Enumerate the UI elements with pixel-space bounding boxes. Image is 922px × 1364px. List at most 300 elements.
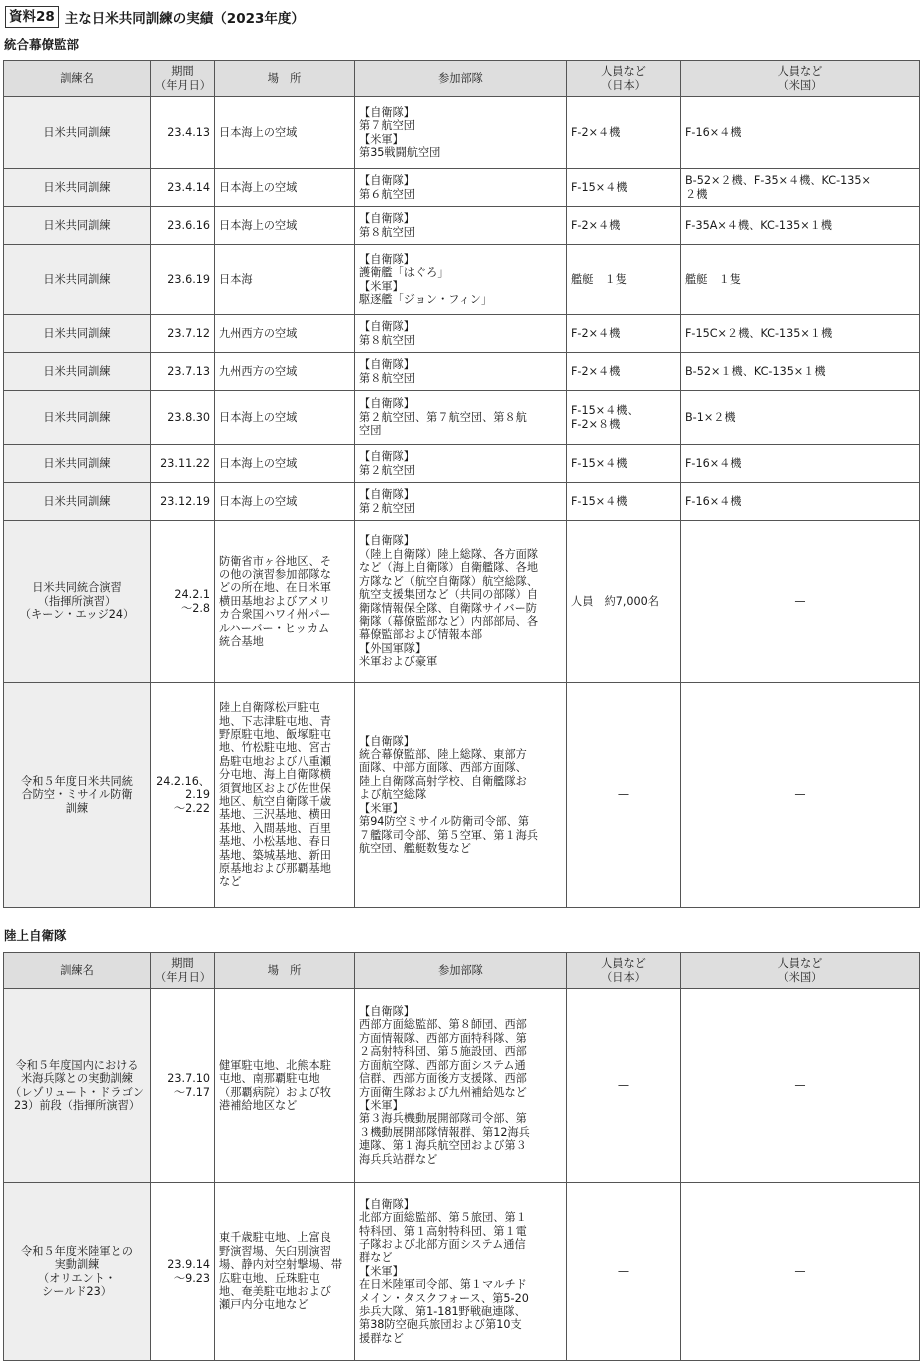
participating-units-line: 特科団、第１高射特科団、第１電 — [359, 1224, 527, 1238]
participating-units-line: 【米軍】 — [359, 132, 404, 146]
training-name-cell — [4, 391, 151, 445]
participating-units-line: 米軍および豪軍 — [359, 655, 438, 669]
participating-units-line: （陸上自衛隊）陸上総隊、各方面隊 — [359, 547, 539, 561]
training-place-line: （那覇病院）および牧 — [219, 1085, 331, 1099]
training-name-line: （オリエント・ — [37, 1271, 117, 1285]
training-table-joint-staff — [3, 60, 920, 908]
column-header-staff-japan-line: （日本） — [601, 78, 646, 92]
training-name-cell — [4, 315, 151, 353]
training-place-line: 横田基地およびアメリ — [219, 594, 331, 608]
staff-japan-cell — [567, 1183, 681, 1361]
training-place-line: 日本海上の空域 — [219, 125, 298, 139]
training-place-cell — [215, 445, 355, 483]
participating-units-line: 衛隊（幕僚監部など）内部部局、各 — [359, 614, 539, 628]
training-name-cell — [4, 483, 151, 521]
training-place-line: ルハーバー・ヒッカム — [219, 621, 330, 635]
training-place-cell — [215, 353, 355, 391]
participating-units-line: 方隊など（航空自衛隊）航空総隊、 — [359, 574, 539, 588]
document-badge: 資料28 — [5, 6, 59, 28]
training-name-cell — [4, 989, 151, 1183]
training-period-cell — [151, 989, 215, 1183]
participating-units-cell — [355, 245, 567, 315]
participating-units-line: など（海上自衛隊）自衛艦隊、各地 — [359, 561, 539, 575]
participating-units-line: 第35戦闘航空団 — [359, 145, 441, 159]
staff-japan-cell — [567, 445, 681, 483]
participating-units-line: 方面衛生隊および九州補給処など — [359, 1085, 527, 1099]
participating-units-cell — [355, 683, 567, 908]
staff-us-line: B-1×２機 — [685, 410, 736, 424]
staff-japan-cell — [567, 391, 681, 445]
training-place-line: 地、奄美駐屯地および — [219, 1284, 331, 1298]
training-name-cell — [4, 245, 151, 315]
training-place-line: 基地、小松基地、春日 — [219, 835, 331, 849]
training-name-line: 合防空・ミサイル防衛 — [21, 788, 133, 802]
staff-us-cell — [681, 207, 920, 245]
training-period-line: 24.2.16、 — [156, 774, 210, 788]
participating-units-line: 【自衛隊】 — [359, 397, 415, 411]
participating-units-line: 【自衛隊】 — [359, 488, 415, 502]
training-name-cell — [4, 683, 151, 908]
staff-japan-line: 人員 約7,000名 — [571, 594, 659, 608]
staff-us-cell — [681, 97, 920, 169]
training-place-cell — [215, 1183, 355, 1361]
staff-japan-line: F-15×４機 — [571, 180, 628, 194]
training-name-line: （指揮所演習） — [37, 594, 117, 608]
participating-units-line: 第２航空団 — [359, 501, 415, 515]
training-place-line: 野原駐屯地、飯塚駐屯 — [219, 727, 331, 741]
column-header-period — [151, 953, 215, 989]
participating-units-cell — [355, 521, 567, 683]
training-place-cell — [215, 483, 355, 521]
training-place-cell — [215, 521, 355, 683]
participating-units-cell — [355, 989, 567, 1183]
training-name-cell — [4, 353, 151, 391]
staff-us-line: F-16×４機 — [685, 125, 742, 139]
training-name-cell — [4, 207, 151, 245]
staff-us-line: — — [794, 788, 806, 802]
staff-japan-line: F-2×８機 — [571, 417, 621, 431]
participating-units-line: 方面航空隊、西部方面システム通 — [359, 1058, 526, 1072]
participating-units-line: 信群、西部方面後方支援隊、西部 — [359, 1072, 527, 1086]
training-place-line: 日本海 — [219, 272, 253, 286]
column-header-place: 場 所 — [215, 61, 355, 97]
table-header-row — [4, 953, 920, 989]
participating-units-line: 護衛艦「はぐろ」 — [359, 266, 449, 280]
training-place-line: 日本海上の空域 — [219, 218, 298, 232]
staff-us-line: — — [794, 1078, 806, 1092]
training-place-cell — [215, 391, 355, 445]
table-row — [4, 445, 920, 483]
participating-units-line: 方面情報隊、西部方面特科隊、第 — [359, 1031, 527, 1045]
staff-us-cell — [681, 683, 920, 908]
staff-us-line: F-35A×４機、KC-135×１機 — [685, 218, 832, 232]
staff-japan-line: 艦艇 １隻 — [571, 272, 627, 286]
staff-us-cell — [681, 445, 920, 483]
training-period-line: 23.9.14 — [167, 1258, 210, 1272]
training-place-line: 健軍駐屯地、北熊本駐 — [219, 1058, 331, 1072]
staff-us-line: — — [794, 1264, 806, 1278]
training-period-line: 23.7.13 — [167, 364, 210, 378]
participating-units-cell — [355, 207, 567, 245]
training-name-line: 日米共同訓練 — [43, 218, 111, 232]
training-place-line: 地、下志津駐屯地、青 — [219, 714, 331, 728]
training-name-line: （キーン・エッジ24） — [19, 608, 135, 622]
table-row — [4, 245, 920, 315]
table-row — [4, 989, 920, 1183]
training-name-line: （レゾリュート・ドラゴン — [10, 1085, 144, 1099]
staff-us-cell — [681, 315, 920, 353]
staff-us-cell — [681, 483, 920, 521]
training-place-cell — [215, 683, 355, 908]
staff-us-line: 艦艇 １隻 — [685, 272, 741, 286]
participating-units-line: 【自衛隊】 — [359, 105, 415, 119]
participating-units-cell — [355, 97, 567, 169]
participating-units-line: 航空団、艦艇数隻など — [359, 841, 471, 855]
staff-japan-line: F-2×４機 — [571, 364, 621, 378]
training-place-cell — [215, 989, 355, 1183]
training-period-cell — [151, 207, 215, 245]
training-place-line: 統合基地 — [219, 635, 264, 649]
training-name-cell — [4, 1183, 151, 1361]
column-header-staff-us — [681, 953, 920, 989]
training-name-line: シールド23） — [42, 1284, 112, 1298]
column-header-period-line: （年月日） — [155, 970, 211, 984]
staff-us-line: F-15C×２機、KC-135×１機 — [685, 326, 833, 340]
training-period-cell — [151, 169, 215, 207]
staff-us-line: B-52×２機、F-35×４機、KC-135× — [685, 174, 871, 188]
column-header-name: 訓練名 — [4, 953, 151, 989]
staff-japan-line: F-2×４機 — [571, 326, 621, 340]
participating-units-line: 空団 — [359, 424, 382, 438]
participating-units-line: 【自衛隊】 — [359, 534, 415, 548]
training-period-line: 23.11.22 — [160, 456, 210, 470]
participating-units-line: 北部方面総監部、第５旅団、第１ — [359, 1211, 527, 1225]
staff-japan-line: F-2×４機 — [571, 218, 621, 232]
table-row — [4, 1183, 920, 1361]
staff-japan-line: F-2×４機 — [571, 125, 621, 139]
training-place-line: 基地、三沢基地、横田 — [219, 808, 331, 822]
training-period-cell — [151, 391, 215, 445]
participating-units-line: 第８航空団 — [359, 225, 415, 239]
training-period-line: ～9.23 — [173, 1271, 210, 1285]
staff-us-cell — [681, 1183, 920, 1361]
participating-units-cell — [355, 483, 567, 521]
participating-units-line: 連隊、第１海兵航空団および第３ — [359, 1139, 527, 1153]
training-period-cell — [151, 483, 215, 521]
participating-units-line: 【自衛隊】 — [359, 212, 415, 226]
training-place-line: 港補給地区など — [219, 1098, 298, 1112]
table-row — [4, 683, 920, 908]
staff-japan-cell — [567, 245, 681, 315]
training-name-line: 日米共同訓練 — [43, 456, 111, 470]
training-period-line: ～2.22 — [173, 801, 210, 815]
participating-units-line: 第２航空団 — [359, 463, 415, 477]
participating-units-line: 西部方面総監部、第８師団、西部 — [359, 1018, 527, 1032]
column-header-staff-japan — [567, 61, 681, 97]
participating-units-line: 海兵兵站群など — [359, 1152, 438, 1166]
staff-us-cell — [681, 521, 920, 683]
staff-us-line: B-52×１機、KC-135×１機 — [685, 364, 826, 378]
participating-units-line: 【自衛隊】 — [359, 1197, 415, 1211]
staff-us-cell — [681, 391, 920, 445]
training-place-line: 九州西方の空域 — [219, 364, 298, 378]
participating-units-line: 歩兵大隊、第1-181野戦砲連隊、 — [359, 1305, 526, 1319]
staff-us-line: — — [794, 594, 806, 608]
training-period-cell — [151, 683, 215, 908]
participating-units-line: 【米軍】 — [359, 1264, 404, 1278]
table-body-joint-staff — [4, 97, 920, 908]
table-row — [4, 169, 920, 207]
staff-japan-cell — [567, 97, 681, 169]
training-period-cell — [151, 1183, 215, 1361]
staff-japan-cell — [567, 353, 681, 391]
column-header-period-line: （年月日） — [155, 78, 211, 92]
participating-units-line: 【自衛隊】 — [359, 174, 415, 188]
staff-japan-cell — [567, 169, 681, 207]
training-place-cell — [215, 207, 355, 245]
training-place-line: 地区、航空自衛隊千歳 — [219, 795, 331, 808]
column-header-staff-us-line: （米国） — [777, 78, 823, 92]
training-period-cell — [151, 445, 215, 483]
table-header-row — [4, 61, 920, 97]
table-row — [4, 353, 920, 391]
staff-japan-cell — [567, 483, 681, 521]
training-place-line: 地、竹松駐屯地、宮古 — [219, 741, 331, 755]
staff-us-cell — [681, 245, 920, 315]
training-period-line: 23.6.16 — [167, 218, 210, 232]
training-name-line: 日米共同訓練 — [43, 364, 111, 378]
column-header-staff-us-line: 人員など — [777, 957, 823, 971]
training-place-line: どの所在地、在日米軍 — [219, 581, 331, 595]
participating-units-line: 【自衛隊】 — [359, 358, 415, 372]
training-place-line: 原基地および那覇基地 — [219, 862, 331, 876]
training-name-line: 23）前段（指揮所演習） — [13, 1098, 141, 1112]
document-header — [5, 5, 305, 29]
staff-japan-cell — [567, 315, 681, 353]
training-name-line: 米海兵隊との実動訓練 — [21, 1072, 133, 1086]
training-period-line: 23.8.30 — [167, 410, 210, 424]
participating-units-line: 【自衛隊】 — [359, 1005, 415, 1019]
participating-units-line: 第８航空団 — [359, 371, 415, 385]
training-place-line: 瀬戸内分屯地など — [219, 1298, 309, 1312]
training-period-line: 2.19 — [185, 788, 210, 802]
participating-units-line: 航空支援集団など（共同の部隊）自 — [359, 588, 539, 602]
participating-units-line: 第94防空ミサイル防衛司令部、第 — [359, 815, 530, 829]
column-header-period-line: 期間 — [171, 957, 194, 971]
training-name-cell — [4, 97, 151, 169]
training-place-line: 陸上自衛隊松戸駐屯 — [219, 701, 320, 715]
participating-units-line: 陸上自衛隊高射学校、自衛艦隊お — [359, 774, 527, 788]
participating-units-line: ３機動展開部隊情報群、第12海兵 — [359, 1125, 530, 1139]
training-name-cell — [4, 445, 151, 483]
participating-units-line: 【自衛隊】 — [359, 320, 415, 334]
column-header-staff-japan-line: 人員など — [601, 65, 646, 79]
participating-units-line: よび航空総隊 — [359, 788, 427, 802]
training-name-cell — [4, 521, 151, 683]
table-row — [4, 207, 920, 245]
participating-units-cell — [355, 169, 567, 207]
training-place-line: 日本海上の空域 — [219, 410, 298, 424]
column-header-staff-us-line: （米国） — [777, 970, 823, 984]
training-name-line: 日米共同訓練 — [43, 180, 111, 194]
participating-units-cell — [355, 445, 567, 483]
staff-japan-cell — [567, 207, 681, 245]
staff-japan-line: F-15×４機 — [571, 494, 628, 508]
training-place-line: 東千歳駐屯地、上富良 — [219, 1231, 331, 1245]
training-period-line: 23.6.19 — [167, 272, 210, 286]
training-place-cell — [215, 245, 355, 315]
training-place-line: 屯地、南那覇駐屯地 — [219, 1072, 320, 1086]
training-place-cell — [215, 97, 355, 169]
participating-units-line: 第２航空団、第７航空団、第８航 — [359, 410, 527, 424]
participating-units-cell — [355, 1183, 567, 1361]
staff-japan-cell — [567, 521, 681, 683]
training-place-line: など — [219, 875, 242, 889]
training-place-cell — [215, 169, 355, 207]
participating-units-line: 【米軍】 — [359, 1098, 404, 1112]
table-row — [4, 391, 920, 445]
training-place-line: の他の演習参加部隊な — [219, 567, 331, 581]
column-header-staff-japan-line: （日本） — [601, 970, 646, 984]
participating-units-line: ７艦隊司令部、第５空軍、第１海兵 — [359, 828, 539, 842]
training-period-cell — [151, 315, 215, 353]
training-place-line: 広駐屯地、丘珠駐屯 — [219, 1271, 320, 1285]
column-header-period-line: 期間 — [171, 65, 194, 79]
training-name-line: 実動訓練 — [54, 1258, 100, 1272]
training-place-line: カ合衆国ハワイ州パー — [219, 608, 331, 622]
participating-units-line: 【自衛隊】 — [359, 450, 415, 464]
training-name-line: 令和５年度国内における — [15, 1058, 139, 1072]
column-header-units: 参加部隊 — [355, 953, 567, 989]
column-header-name: 訓練名 — [4, 61, 151, 97]
training-period-line: ～7.17 — [173, 1085, 210, 1099]
training-place-line: 野演習場、矢臼別演習 — [219, 1244, 331, 1258]
participating-units-line: 子隊および北部方面システム通信 — [359, 1237, 526, 1251]
training-period-line: 23.4.14 — [167, 180, 210, 194]
participating-units-line: 【米軍】 — [359, 279, 404, 293]
training-table-gsdf — [3, 952, 920, 1361]
training-name-line: 日米共同訓練 — [43, 326, 111, 340]
training-name-line: 令和５年度米陸軍との — [21, 1244, 133, 1258]
participating-units-line: 在日米陸軍司令部、第１マルチド — [359, 1278, 527, 1292]
training-place-cell — [215, 315, 355, 353]
staff-us-line: ２機 — [685, 187, 708, 201]
staff-japan-line: F-15×４機、 — [571, 404, 639, 418]
training-name-cell — [4, 169, 151, 207]
participating-units-line: 駆逐艦「ジョン・フィン」 — [359, 292, 493, 306]
training-place-line: 基地、入間基地、百里 — [219, 821, 331, 835]
participating-units-line: 面隊、中部方面隊、西部方面隊、 — [359, 761, 527, 775]
column-header-staff-japan-line: 人員など — [601, 957, 646, 971]
training-period-line: ～2.8 — [181, 601, 210, 615]
participating-units-line: 第６航空団 — [359, 187, 415, 201]
participating-units-line: 統合幕僚監部、陸上総隊、東部方 — [359, 748, 527, 762]
participating-units-line: 幕僚監部および情報本部 — [359, 628, 483, 642]
training-place-line: 日本海上の空域 — [219, 456, 298, 470]
training-period-cell — [151, 353, 215, 391]
table-row — [4, 483, 920, 521]
training-period-cell — [151, 245, 215, 315]
training-name-line: 日米共同訓練 — [43, 272, 111, 286]
participating-units-line: メイン・タスクフォース、第5-20 — [359, 1291, 529, 1305]
column-header-staff-us-line: 人員など — [777, 65, 823, 79]
section-title-gsdf: 陸上自衛隊 — [4, 928, 67, 943]
participating-units-line: 第３海兵機動展開部隊司令部、第 — [359, 1112, 527, 1126]
training-place-line: 防衛省市ヶ谷地区、そ — [219, 554, 331, 568]
staff-japan-cell — [567, 683, 681, 908]
training-place-line: 場、静内対空射撃場、帯 — [219, 1258, 343, 1272]
training-place-line: 島駐屯地および八重瀬 — [219, 754, 331, 768]
training-period-line: 23.7.10 — [167, 1072, 210, 1086]
participating-units-line: 第７航空団 — [359, 119, 415, 133]
staff-japan-cell — [567, 989, 681, 1183]
participating-units-line: 援群など — [359, 1331, 404, 1345]
training-place-line: 日本海上の空域 — [219, 180, 298, 194]
participating-units-cell — [355, 315, 567, 353]
participating-units-line: ２高射特科団、第５施設団、西部 — [359, 1045, 527, 1059]
column-header-place: 場 所 — [215, 953, 355, 989]
training-name-line: 令和５年度日米共同統 — [21, 774, 133, 788]
table-body-gsdf — [4, 989, 920, 1361]
staff-us-cell — [681, 353, 920, 391]
table-row — [4, 315, 920, 353]
training-name-line: 日米共同訓練 — [43, 494, 111, 508]
staff-japan-line: — — [617, 1078, 630, 1092]
participating-units-line: 【外国軍隊】 — [359, 641, 427, 655]
training-name-line: 日米共同訓練 — [43, 410, 111, 424]
staff-us-line: F-16×４機 — [685, 456, 742, 470]
staff-us-cell — [681, 169, 920, 207]
section-title-joint-staff: 統合幕僚監部 — [4, 37, 80, 52]
participating-units-cell — [355, 391, 567, 445]
training-period-line: 23.4.13 — [167, 125, 210, 139]
participating-units-line: 衛隊情報保全隊、自衛隊サイバー防 — [359, 601, 537, 615]
training-name-line: 訓練 — [65, 801, 89, 815]
participating-units-line: 第８航空団 — [359, 333, 415, 347]
participating-units-cell — [355, 353, 567, 391]
column-header-units: 参加部隊 — [355, 61, 567, 97]
column-header-staff-japan — [567, 953, 681, 989]
participating-units-line: 【米軍】 — [359, 801, 404, 815]
table-row — [4, 97, 920, 169]
staff-japan-line: — — [617, 1264, 630, 1278]
training-period-line: 24.2.1 — [174, 588, 210, 602]
training-place-line: 分屯地、海上自衛隊横 — [219, 768, 331, 782]
document-title: 主な日米共同訓練の実績（2023年度） — [64, 11, 305, 27]
participating-units-line: 群など — [359, 1251, 393, 1265]
column-header-staff-us — [681, 61, 920, 97]
participating-units-line: 第38防空砲兵旅団および第10支 — [359, 1318, 522, 1332]
training-place-line: 九州西方の空域 — [219, 326, 298, 340]
training-place-line: 須賀地区および佐世保 — [219, 781, 331, 795]
participating-units-line: 【自衛隊】 — [359, 252, 415, 266]
staff-us-line: F-16×４機 — [685, 494, 742, 508]
training-period-cell — [151, 521, 215, 683]
training-name-line: 日米共同訓練 — [43, 125, 111, 139]
training-name-line: 日米共同統合演習 — [32, 581, 122, 595]
training-period-line: 23.7.12 — [167, 326, 210, 340]
training-place-line: 日本海上の空域 — [219, 494, 298, 508]
training-period-cell — [151, 97, 215, 169]
training-place-line: 基地、築城基地、新田 — [219, 848, 331, 862]
staff-us-cell — [681, 989, 920, 1183]
table-row — [4, 521, 920, 683]
staff-japan-line: F-15×４機 — [571, 456, 628, 470]
participating-units-line: 【自衛隊】 — [359, 734, 415, 748]
training-period-line: 23.12.19 — [160, 494, 210, 508]
column-header-period — [151, 61, 215, 97]
staff-japan-line: — — [617, 788, 630, 802]
